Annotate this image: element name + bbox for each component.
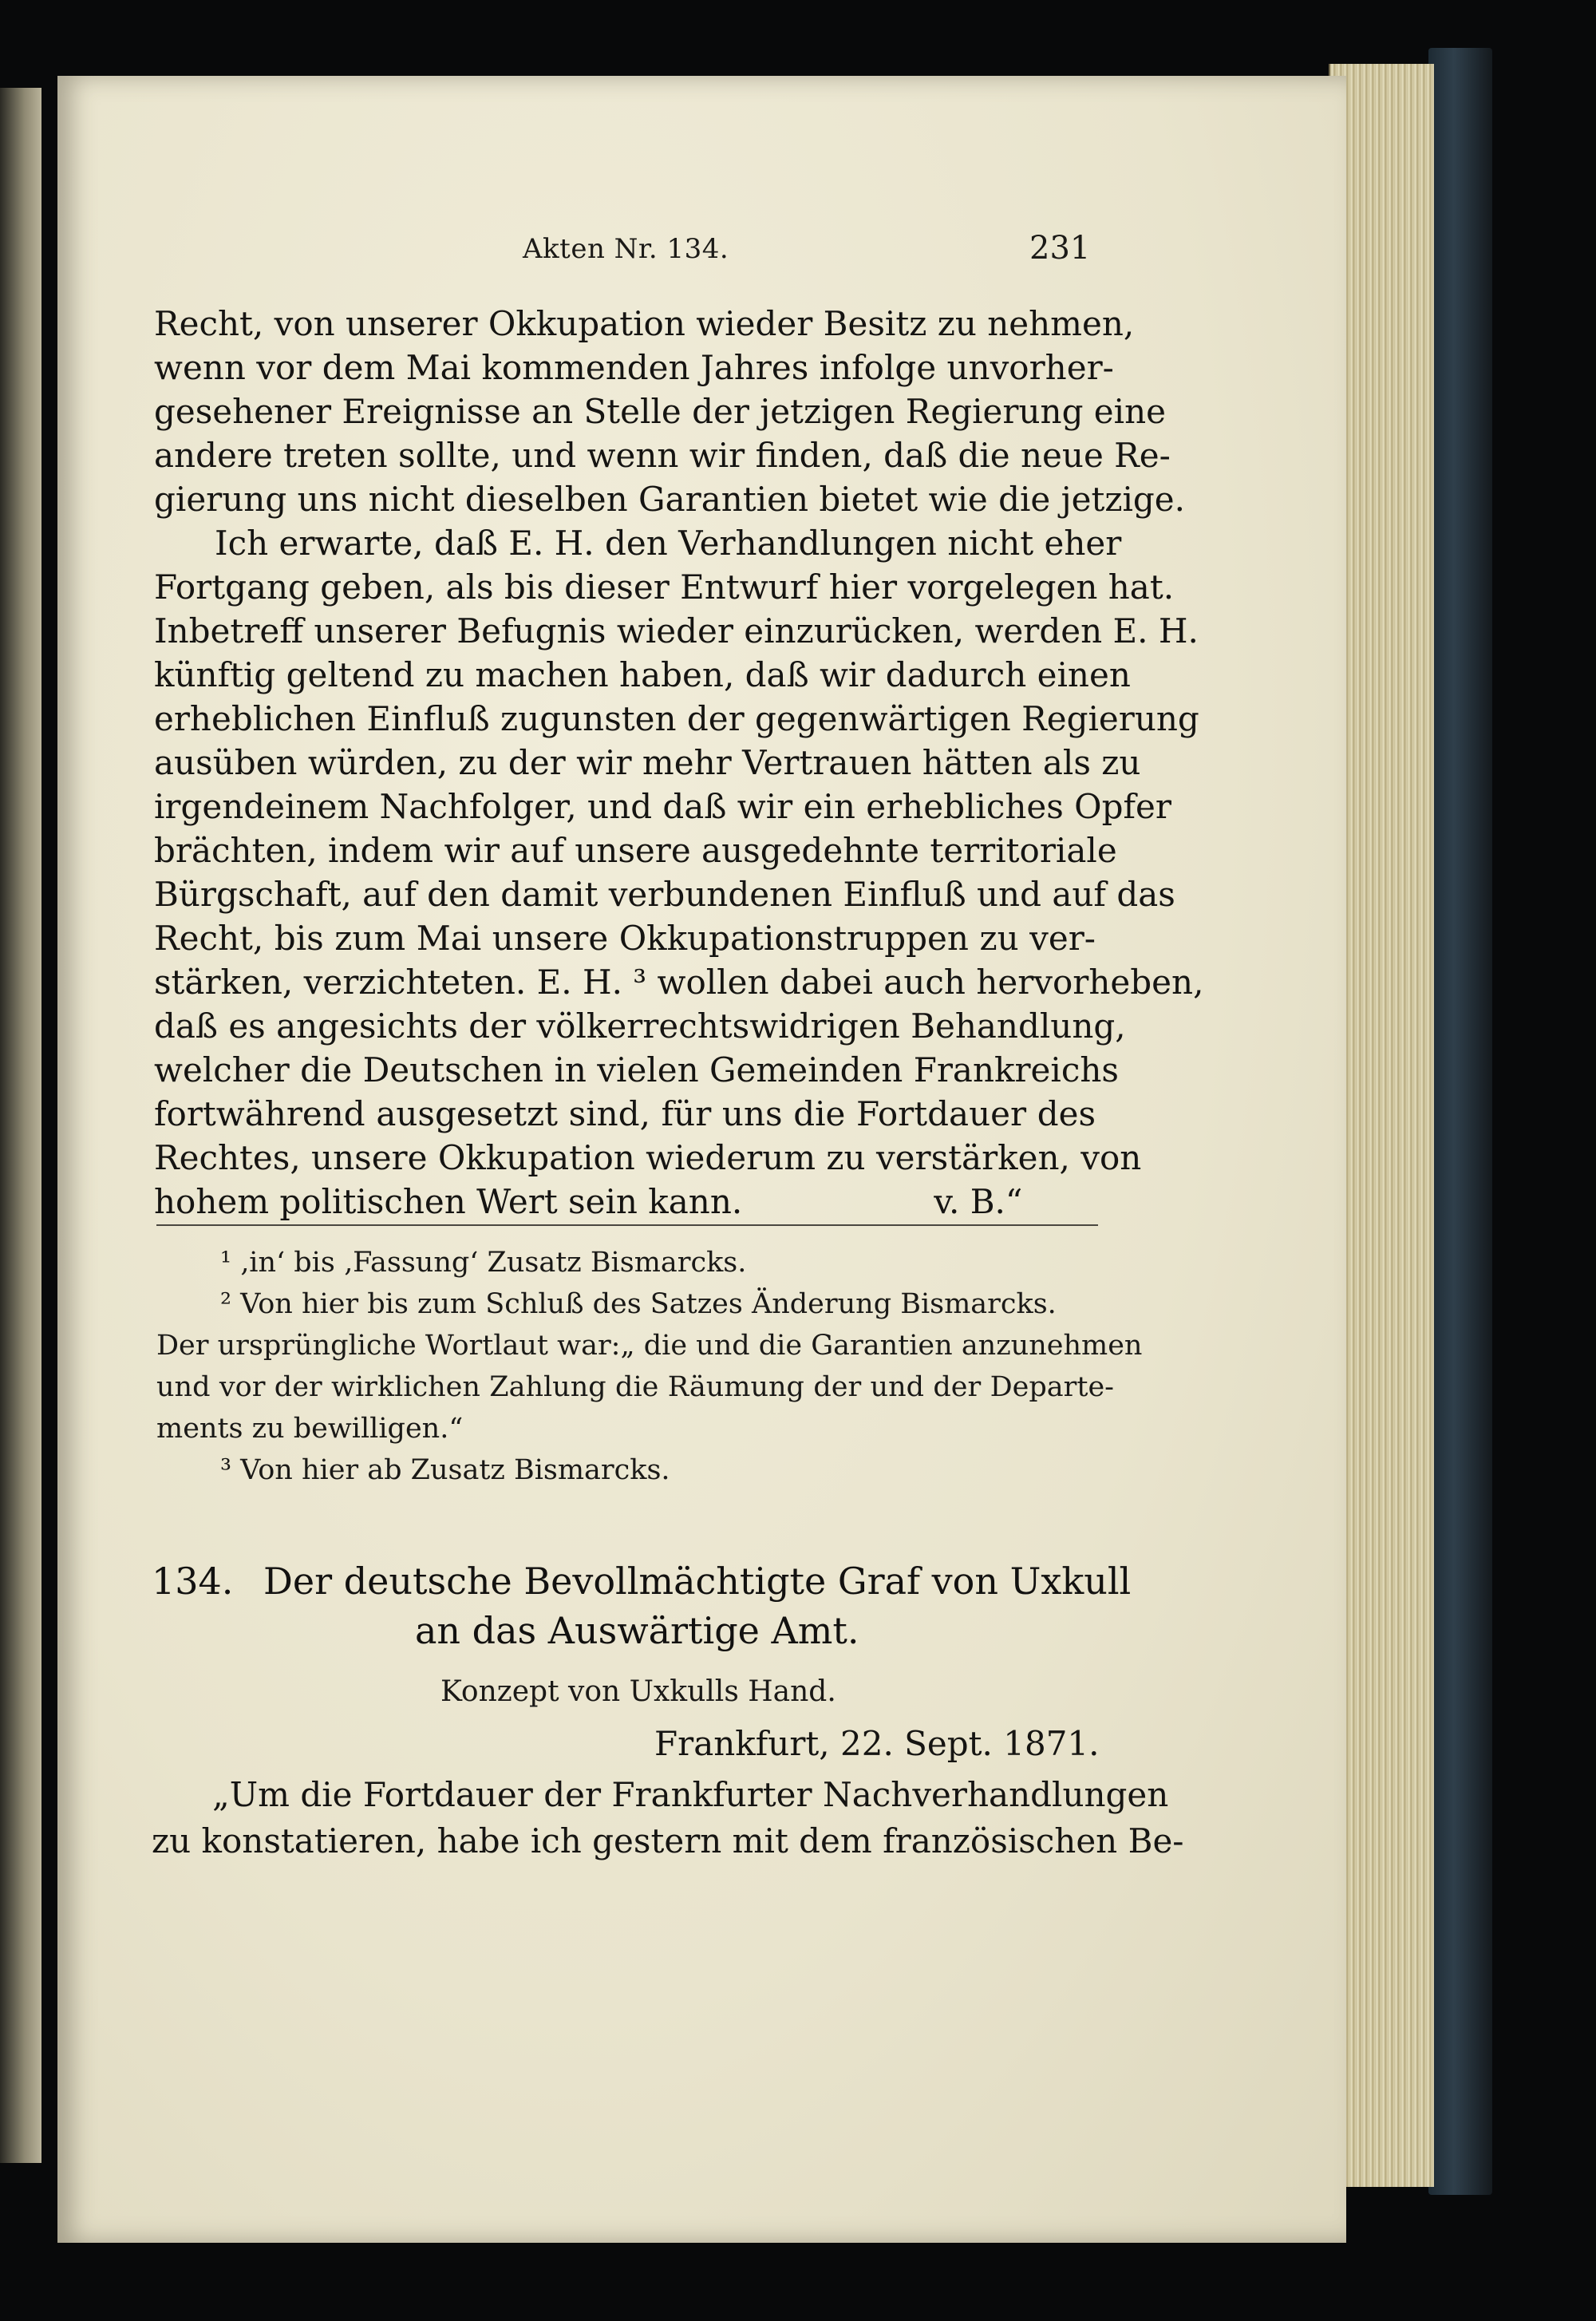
footnote-2-continued: Der ursprüngliche Wortlaut war:„ die und die Garantien anzunehmen [156, 1330, 1143, 1362]
body-last-line [154, 1180, 1096, 1224]
document-134 [152, 1556, 1184, 1864]
body-line: Inbetreff unserer Befugnis wieder einzurücken, werden E. H. [154, 611, 1199, 650]
body-line: erheblichen Einfluß zugunsten der gegenwärtigen Regierung [154, 699, 1199, 738]
body-line: andere treten sollte, und wenn wir finden, daß die neue Re- [154, 436, 1171, 475]
document-text-line: zu konstatieren, habe ich gestern mit dem französischen Be- [152, 1821, 1184, 1860]
document-source-note: Konzept von Uxkulls Hand. [440, 1675, 836, 1708]
running-head: Akten Nr. 134. [523, 233, 729, 265]
footnote-2: ² Von hier bis zum Schluß des Satzes Änderung Bismarcks. [220, 1288, 1057, 1320]
body-line: Ich erwarte, daß E. H. den Verhandlungen nicht eher [215, 524, 1122, 563]
footnote-rule [156, 1224, 1098, 1226]
body-line: fortwährend ausgesetzt sind, für uns die Fortdauer des [154, 1094, 1096, 1133]
footnote-2-continued: ments zu bewilligen.“ [156, 1413, 464, 1445]
footnote-3: ³ Von hier ab Zusatz Bismarcks. [220, 1454, 670, 1486]
body-line: welcher die Deutschen in vielen Gemeinden Frankreichs [154, 1050, 1119, 1089]
body-line: brächten, indem wir auf unsere ausgedehnte territoriale [154, 831, 1117, 870]
document-text-line: „Um die Fortdauer der Frankfurter Nachverhandlungen [212, 1775, 1169, 1814]
document-number: 134. [152, 1560, 234, 1603]
footnotes [156, 1242, 1143, 1491]
body-line: Bürgschaft, auf den damit verbundenen Einfluß und auf das [154, 875, 1175, 914]
body-line: Recht, bis zum Mai unsere Okkupationstruppen zu ver- [154, 919, 1096, 958]
body-line: künftig geltend zu machen haben, daß wir dadurch einen [154, 655, 1131, 694]
body-line: gesehener Ereignisse an Stelle der jetzigen Regierung eine [154, 392, 1166, 431]
document-title-continued: an das Auswärtige Amt. [415, 1609, 859, 1652]
document-title-row [152, 1556, 1132, 1606]
document-place-date: Frankfurt, 22. Sept. 1871. [654, 1724, 1100, 1763]
body-text [154, 302, 1204, 1224]
body-line: Recht, von unserer Okkupation wieder Besitz zu nehmen, [154, 304, 1135, 343]
body-line: gierung uns nicht dieselben Garantien bietet wie die jetzige. [154, 480, 1186, 519]
page-header [0, 230, 1596, 271]
body-line: wenn vor dem Mai kommenden Jahres infolge unvorher- [154, 348, 1114, 387]
book-cover-edge [1428, 48, 1492, 2195]
footnote-1: ¹ ‚in‘ bis ‚Fassung‘ Zusatz Bismarcks. [220, 1247, 747, 1279]
body-line: daß es angesichts der völkerrechtswidrigen Behandlung, [154, 1006, 1126, 1046]
body-line: stärken, verzichteten. E. H. ³ wollen dabei auch hervorheben, [154, 963, 1204, 1002]
page-number: 231 [1029, 230, 1091, 267]
body-line: ausüben würden, zu der wir mehr Vertrauen hätten als zu [154, 743, 1141, 782]
footnote-2-continued: und vor der wirklichen Zahlung die Räumung der und der Departe- [156, 1371, 1114, 1403]
body-line: Rechtes, unsere Okkupation wiederum zu verstärken, von [154, 1138, 1142, 1177]
body-line: irgendeinem Nachfolger, und daß wir ein erhebliches Opfer [154, 787, 1171, 826]
signature: v. B.“ [934, 1182, 1023, 1221]
facing-page-edge [0, 88, 41, 2163]
body-line: hohem politischen Wert sein kann. [154, 1182, 743, 1221]
document-title: Der deutsche Bevollmächtigte Graf von Uxkull [263, 1560, 1132, 1603]
body-line: Fortgang geben, als bis dieser Entwurf hier vorgelegen hat. [154, 567, 1175, 607]
